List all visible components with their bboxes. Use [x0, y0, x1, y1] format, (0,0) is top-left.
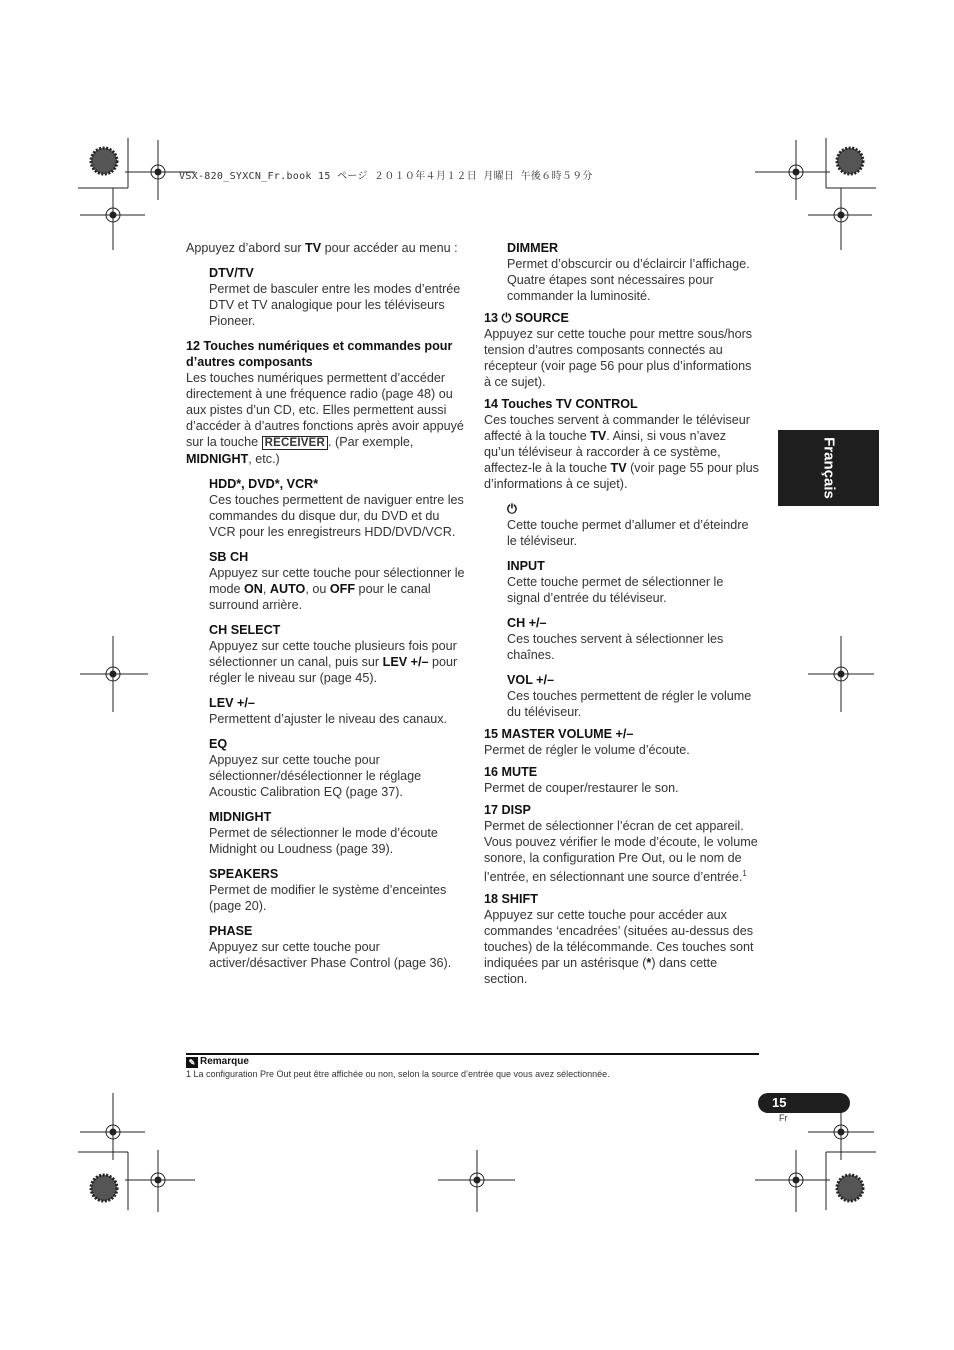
section-12-text: Les touches numériques permettent d’accéder directement à une fréquence radio (page 48) ou aux pistes d’un CD, etc. Elles permettent aussi d’accéder à d’autres fonctions après avoir appuyé sur la touche RECEIVER . (Par exemple, MIDNIGHT, etc.) [186, 371, 464, 466]
dimmer-text: Permet d’obscurcir ou d’éclaircir l’affichage. Quatre étapes sont nécessaires pour commander la luminosité. [507, 257, 750, 303]
note-icon: ✎ [186, 1057, 198, 1068]
receiver-key: RECEIVER [262, 436, 328, 450]
power-icon: ⏻ [507, 502, 517, 516]
intro-text: Appuyez d’abord sur TV pour accéder au menu : [186, 241, 458, 255]
note-text: 1 La configuration Pre Out peut être affichée ou non, selon la source d’entrée que vous avez sélectionnée. [186, 1069, 610, 1079]
dtvtv-heading: DTV/TV [209, 266, 254, 280]
hdd-heading: HDD*, DVD*, VCR* [209, 477, 319, 491]
section-16-text: Permet de couper/restaurer le son. [484, 781, 679, 795]
speakers-heading: SPEAKERS [209, 867, 279, 881]
section-15-text: Permet de régler le volume d’écoute. [484, 743, 690, 757]
speakers-text: Permet de modifier le système d’enceintes (page 20). [209, 883, 447, 913]
lev-text: Permettent d’ajuster le niveau des canaux. [209, 712, 448, 726]
eq-text: Appuyez sur cette touche pour sélectionner/désélectionner le réglage Acoustic Calibration EQ (page 37). [209, 753, 422, 799]
language-tab [778, 430, 879, 506]
input-text: Cette touche permet de sélectionner le signal d’entrée du téléviseur. [507, 575, 724, 605]
section-17-text: Permet de sélectionner l’écran de cet appareil. Vous pouvez vérifier le mode d’écoute, le volume sonore, la configuration Pre Out, ou le nom de l’entrée, en sélectionnant une source d’entrée.$^1$ [484, 819, 758, 885]
ch-text: Ces touches servent à sélectionner les chaînes. [507, 632, 724, 662]
lang-code: Fr [779, 1113, 788, 1123]
hdd-text: Ces touches permettent de naviguer entre les commandes du disque dur, du DVD et du VCR pour les enregistreurs HDD/DVD/VCR. [209, 493, 464, 539]
phase-heading: PHASE [209, 924, 253, 938]
lev-heading: LEV +/– [209, 696, 255, 710]
sbch-text: Appuyez sur cette touche pour sélectionner le mode ON, AUTO, ou OFF pour le canal surround arrière. [209, 566, 465, 612]
ch-heading: CH +/– [507, 616, 547, 630]
chselect-heading: CH SELECT [209, 623, 281, 637]
section-12-heading: 12 Touches numériques et commandes pour d’autres composants [186, 339, 453, 369]
eq-heading: EQ [209, 737, 228, 751]
page-number: 15 [772, 1095, 787, 1110]
power-text: Cette touche permet d’allumer et d’éteindre le téléviseur. [507, 518, 749, 548]
chselect-text: Appuyez sur cette touche plusieurs fois pour sélectionner un canal, puis sur LEV +/– pour régler le niveau sur (page 45). [209, 639, 458, 685]
left-column [186, 240, 466, 971]
book-header: VSX-820_SYXCN_Fr.book 15 ページ ２０１０年４月１２日 月曜日 午後６時５９分 [179, 171, 593, 182]
page-number-badge [758, 1093, 850, 1113]
midnight-heading: MIDNIGHT [209, 810, 272, 824]
section-13-heading: 13 ⏻ SOURCE [484, 311, 569, 325]
section-18-heading: 18 SHIFT [484, 892, 538, 907]
section-13-text: Appuyez sur cette touche pour mettre sous/hors tension d’autres composants connectés au récepteur (voir page 56 pour plus d’informations à ce sujet). [484, 327, 753, 389]
phase-text: Appuyez sur cette touche pour activer/désactiver Phase Control (page 36). [209, 940, 452, 970]
right-column [484, 240, 759, 987]
section-14-text: Ces touches servent à commander le téléviseur affecté à la touche TV. Ainsi, si vous n’avez qu’un téléviseur à raccorder à ce système, affectez-le à la touche TV (voir page 55 pour plus d’informations à ce sujet). [484, 413, 759, 491]
sbch-heading: SB CH [209, 550, 249, 564]
vol-text: Ces touches permettent de régler le volume du téléviseur. [507, 689, 752, 719]
vol-heading: VOL +/– [507, 673, 555, 687]
section-18-text: Appuyez sur cette touche pour accéder aux commandes ‘encadrées’ (situées au-dessus des touches) de la télécommande. Ces touches sont indiquées par un astérisque (*) dans cette section. [484, 908, 754, 987]
section-15-heading: 15 MASTER VOLUME +/– [484, 727, 634, 741]
note-title: ✎ Remarque [186, 1056, 249, 1068]
section-17-heading: 17 DISP [484, 803, 531, 817]
dtvtv-text: Permet de basculer entre les modes d’entrée DTV et TV analogique pour les téléviseurs Pioneer. [209, 282, 461, 328]
section-16-heading: 16 MUTE [484, 765, 538, 779]
input-heading: INPUT [507, 559, 545, 573]
note-divider [186, 1053, 759, 1055]
dimmer-heading: DIMMER [507, 241, 559, 255]
section-14-heading: 14 Touches TV CONTROL [484, 397, 638, 411]
language-tab-label: Français [820, 437, 837, 499]
midnight-text: Permet de sélectionner le mode d’écoute Midnight ou Loudness (page 39). [209, 826, 438, 856]
